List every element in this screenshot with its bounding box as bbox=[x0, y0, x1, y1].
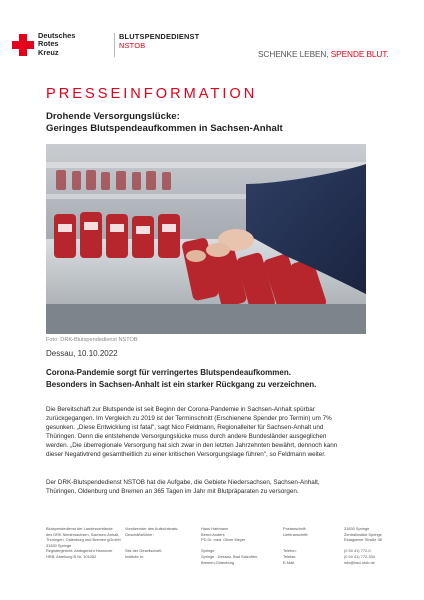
footer-line: Registergericht: Amtsgericht Hannover bbox=[46, 548, 113, 554]
org-line: Deutsches bbox=[38, 31, 76, 40]
slogan bbox=[258, 49, 389, 59]
org-line: Rotes bbox=[38, 39, 59, 49]
slogan-part2: SPENDE BLUT. bbox=[330, 49, 389, 59]
footer-line: des DRK Niedersachsen, Sachsen-Anhalt, bbox=[46, 531, 120, 537]
document-title: PRESSEINFORMATION bbox=[46, 86, 258, 102]
footer-line: Springe , Dessau, Bad Salzuflen, bbox=[201, 553, 259, 559]
footer-line: (0 50 41) 772-334 bbox=[344, 553, 375, 559]
footer-line: Institute in: bbox=[125, 553, 144, 559]
footer-line: Bremen-Oldenburg bbox=[201, 559, 235, 565]
org-line: Kreuz bbox=[38, 47, 59, 57]
footer-line: Sitz der Gesellschaft: bbox=[125, 548, 162, 554]
headline bbox=[46, 111, 283, 136]
lead-line: Besonders in Sachsen-Anhalt ist ein starker Rückgang zu verzeichnen. bbox=[46, 380, 317, 389]
body-line: zurückgegangen. Im Vergleich zu 2019 ist der Terminschnitt (Erschienene Spender pro Termin) um 7% bbox=[46, 415, 332, 422]
footer-line: Telefax: bbox=[283, 553, 297, 559]
body-line: werden. „Die überregionale Versorgung hat sich zwar in den letzten Jahrzehnten bewährt, dennoch kann bbox=[46, 442, 338, 449]
footer-line: Telefon: bbox=[283, 548, 297, 554]
footer-address-values bbox=[344, 526, 382, 565]
footer-line: HRB: Abteilung B Nr. 101052 bbox=[46, 553, 97, 559]
lead-line: Corona-Pandemie sorgt für verringertes Blutspendeaufkommen. bbox=[46, 368, 291, 377]
footer-management-values bbox=[201, 526, 258, 565]
footer-management-labels bbox=[125, 526, 178, 560]
footer-line: Hans Hartmann bbox=[201, 526, 229, 531]
footer-company-info bbox=[46, 526, 121, 560]
service-name bbox=[119, 33, 199, 50]
headline-line: Geringes Blutspendeaufkommen in Sachsen-Anhalt bbox=[46, 123, 283, 135]
slogan-part1: SCHENKE LEBEN, bbox=[258, 49, 329, 59]
footer-line: Eldagsener Straße 38 bbox=[344, 537, 382, 543]
footer-line: info@bsd-ntob.de bbox=[344, 559, 375, 565]
body-line: gesunken. „Diese Entwicklung ist fatal", sagt Nico Feldmann, Regionalleiter für Sachsen-Anhalt und bbox=[46, 424, 324, 431]
footer-line: PD Dr. med. Oliver Meyer bbox=[201, 537, 246, 543]
body-line: Der DRK-Blutspendedienst NSTOB hat die Aufgabe, die Gebiete Niedersachsen, Sachsen-Anhalt, bbox=[46, 479, 320, 486]
footer-line: Geschäftsführer: bbox=[125, 531, 154, 537]
body-line: dieser Negativtrend gesamtheitlich zu einer kritischen Versorgungslage führen", so Feldmann weiter. bbox=[46, 451, 326, 458]
footer-line: E-Mail: bbox=[283, 559, 296, 565]
red-cross-logo-icon bbox=[12, 34, 34, 56]
lead-paragraph bbox=[46, 367, 316, 391]
footer-line: Thüringen, Oldenburg und Bremen gGmbH bbox=[46, 537, 121, 543]
body-line: Die Bereitschaft zur Blutspende ist seit Beginn der Corona-Pandemie in Sachsen-Anhalt spürbar bbox=[46, 406, 315, 413]
header-divider bbox=[114, 33, 115, 57]
footer-contact-labels bbox=[283, 526, 309, 565]
footer-line: Vorsitzender des Aufsichtsrats: bbox=[125, 526, 179, 531]
body-line: Thüringen. Denn die entstehende Versorgungslücke muss durch andere Bundesländer ausgeglichen bbox=[46, 433, 327, 440]
footer-line: 31830 Springe bbox=[344, 526, 370, 531]
headline-line: Drohende Versorgungslücke: bbox=[46, 111, 180, 122]
photo-caption: Foto: DRK-Blutspendedienst NSTOB bbox=[46, 337, 138, 343]
service-title: BLUTSPENDEDIENST bbox=[119, 32, 200, 41]
body-paragraph-2 bbox=[46, 478, 320, 496]
body-paragraph-1 bbox=[46, 405, 372, 459]
footer-line: 31830 Springe bbox=[46, 542, 72, 548]
organization-name bbox=[38, 32, 75, 57]
blood-bags-photo bbox=[46, 144, 366, 334]
footer-line: (0 50 41) 772-0 bbox=[344, 548, 371, 554]
footer-line: Springe bbox=[201, 548, 215, 554]
footer-line: Lieferanschrift: bbox=[283, 531, 309, 537]
dateline: Dessau, 10.10.2022 bbox=[46, 349, 118, 358]
footer-line: Bernd Anders bbox=[201, 531, 225, 537]
footer-line: Postanschrift: bbox=[283, 526, 307, 531]
footer-line: Zentralinstitut Springe bbox=[344, 531, 382, 537]
body-line: Thüringen, Oldenburg und Bremen an 365 Tagen im Jahr mit Blutpräparaten zu versorgen. bbox=[46, 488, 299, 495]
service-subtitle: NSTOB bbox=[119, 40, 146, 50]
footer-line: Blutspendedienst der Landesverbände bbox=[46, 526, 113, 531]
